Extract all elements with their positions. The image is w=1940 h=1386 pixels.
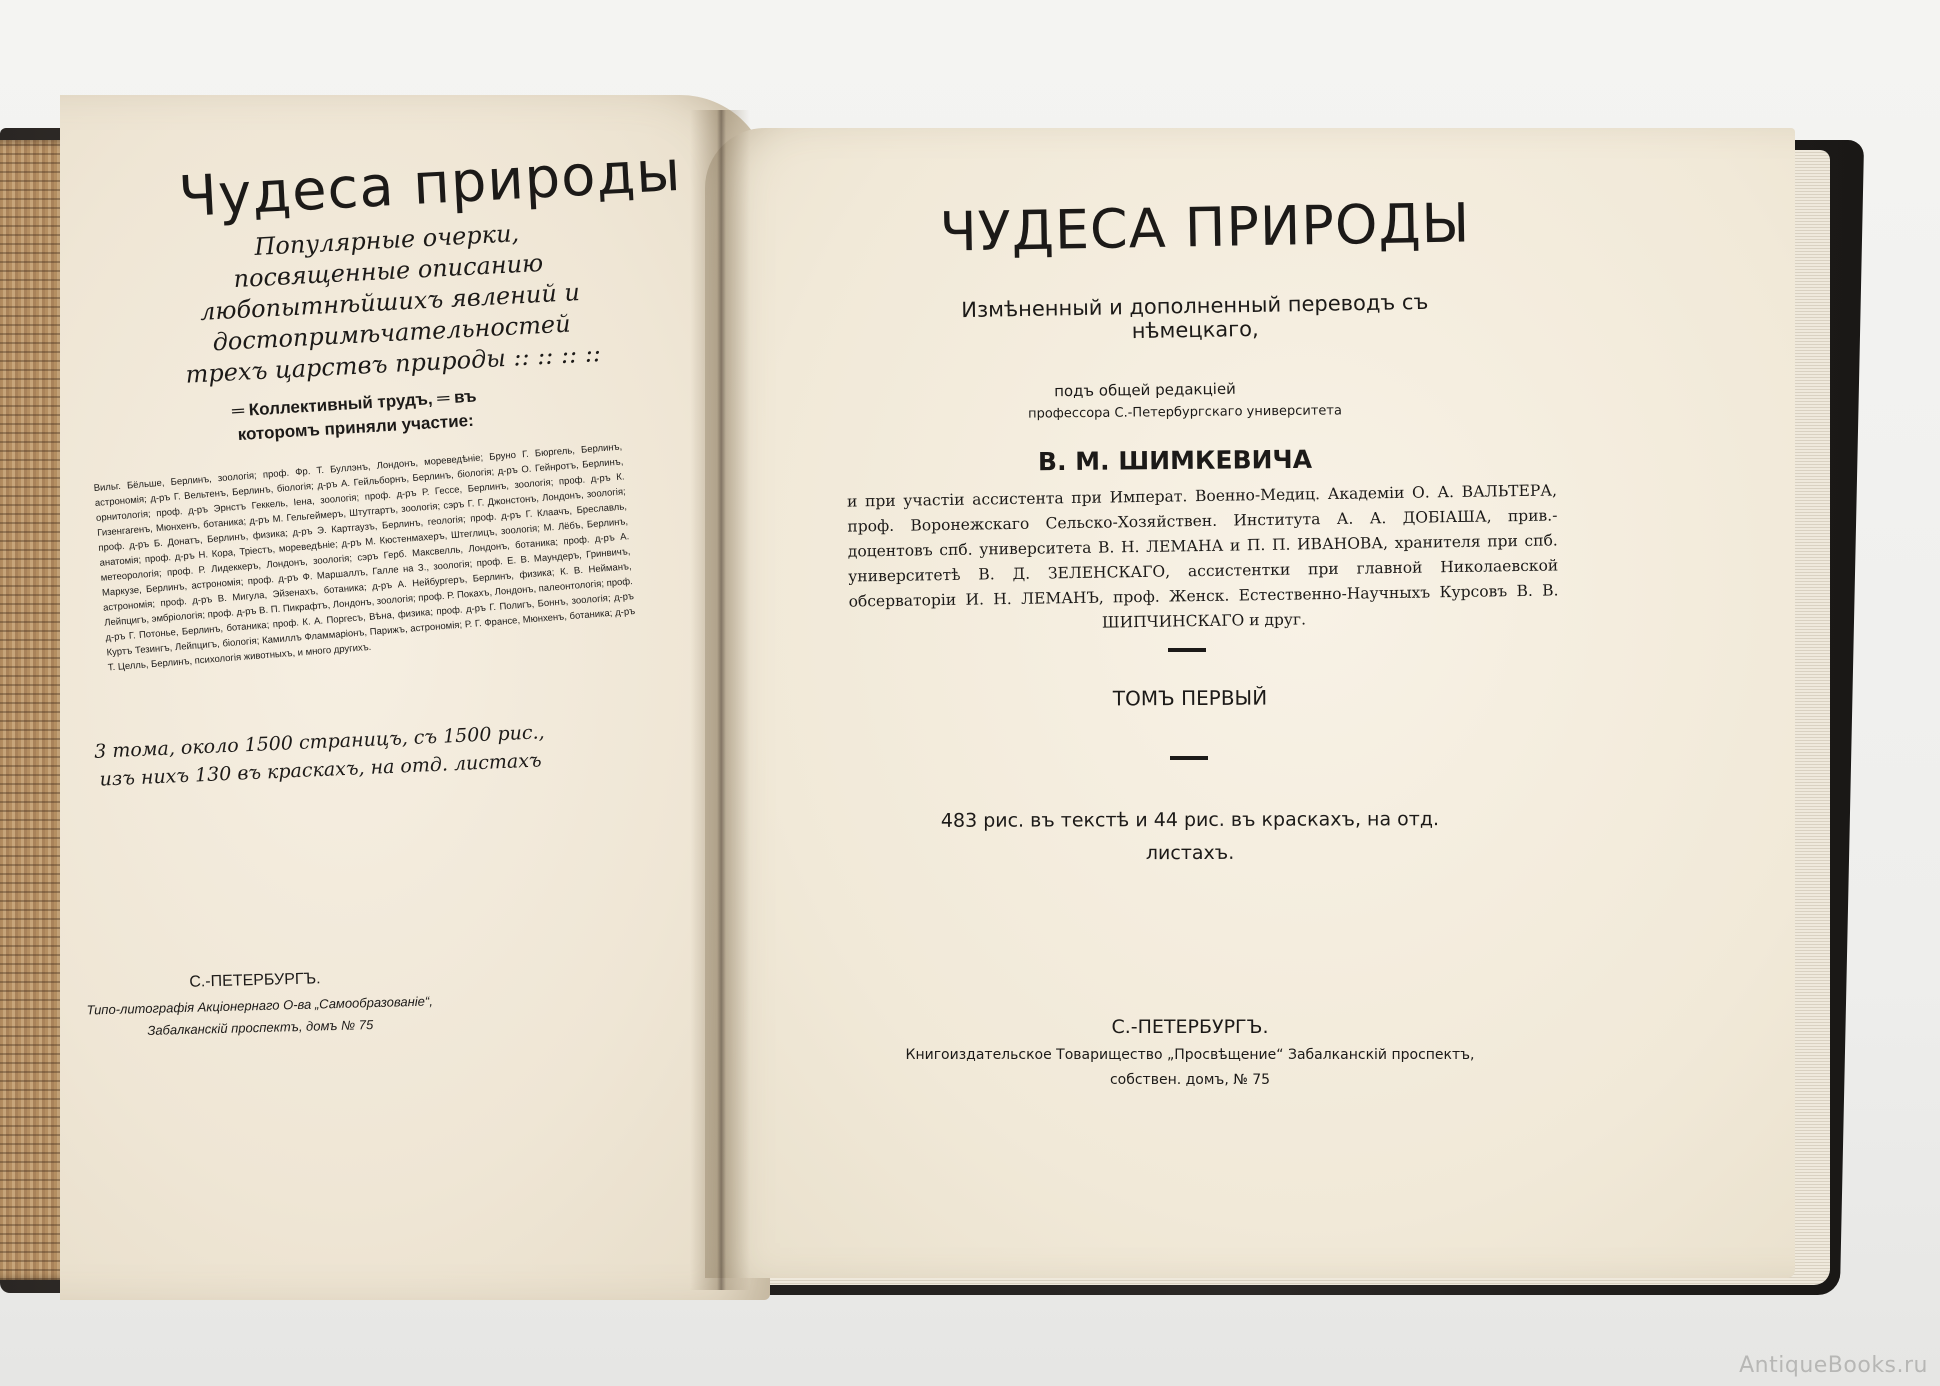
left-page-city: С.-ПЕТЕРБУРГЪ. — [189, 970, 321, 991]
publisher-imprint: Книгоиздательское Товарищество „Просвѣщение“ Забалканскiй проспектъ, собствен. домъ, № 75 — [905, 1047, 1475, 1088]
right-page-city: С.-ПЕТЕРБУРГЪ. — [1111, 1016, 1269, 1038]
professor-note: профессора С.-Петербургскаго университета — [1027, 403, 1342, 422]
participants-paragraph: и при участiи ассистента при Императ. Военно-Медиц. Академiи О. А. ВАЛЬТЕРА, проф. Воронежскаго Сельско-Хозяйствен. Института А. А. ДОБIАША, прив.-доцентовъ спб. университета В. Н. ЛЕМАНА и П. П. ИВАНОВА, хранителя при спб. университетѣ В. Д. ЗЕЛЕНСКАГО, ассистентки при главной Николаевской обсерваторiи И. Н. ЛЕМАНЪ, проф. Женск. Естественно-Научныхъ Курсовъ В. В. ШИПЧИНСКАГО и друг. — [846, 481, 1559, 632]
collective-work-heading: ═ Коллективный трудъ, ═ въ которомъ приняли участие: — [231, 386, 477, 445]
book-gutter — [690, 110, 750, 1290]
editorial-note: подъ общей редакцiей — [1053, 379, 1236, 401]
illustrations-note: 483 рис. въ текстѣ и 44 рис. въ краскахъ, на отд. листахъ. — [940, 808, 1440, 865]
volume-label: ТОМЪ ПЕРВЫЙ — [1112, 685, 1268, 711]
divider-rule — [1170, 756, 1208, 760]
volumes-note: 3 тома, около 1500 страницъ, съ 1500 рис., изъ нихъ 130 въ краскахъ, на отд. листахъ — [93, 721, 545, 791]
left-page-subtitle: Популярные очерки, посвященные описанию любопытнѣйшихъ явлений и достопримѣчательностей трехъ царствъ природы :: :: :: :: — [184, 219, 602, 389]
left-page-title: Чудеса природы — [177, 138, 683, 231]
divider-rule — [1168, 648, 1206, 652]
watermark: AntiqueBooks.ru — [1739, 1353, 1928, 1378]
translation-note: Измѣненный и дополненный переводъ съ нѣмецкаго, — [961, 289, 1429, 344]
printer-imprint: Типо-литографія Акціонернаго О-ва „Самообразованіе“, Забалканскій проспектъ, домъ № 75 — [86, 993, 434, 1038]
title-page-title: ЧУДЕСА ПРИРОДЫ — [939, 191, 1471, 264]
editor-name: В. М. ШИМКЕВИЧА — [1037, 444, 1313, 477]
contributors-list: Вильг. Бёльше, Берлинъ, зоологія; проф. Фр. Т. Буллэнъ, Лондонъ, мореведѣніе; Бруно Г. Бюргель, Берлинъ, астрономія; д-ръ Г. Вельтенъ, Берлинъ, біологія; д-ръ А. Гейльборнъ, Берлинъ, біологія; д-ръ О. Гейнротъ, Берлинъ, орнитологія; проф. д-ръ Эрнстъ Геккель, Іена, зоологія; проф. д-ръ Р. Гессе, Берлинъ, зоологія; проф. д-ръ К. Гизенгагенъ, Мюнхенъ, ботаника; д-ръ М. Гельгеймеръ, Штутгартъ, зоологія; сэръ Г. Г. Джонстонъ, Лондонъ, зоологія; проф. д-ръ Б. Донатъ, Берлинъ, физика; д-ръ Э. Картгаузъ, Берлинъ, геологія; проф. д-ръ Г. Клаачъ, Бреславль, анатомія; проф. д-ръ Н. Кора, Тріестъ, мореведѣніе; д-ръ М. Кюстенмахеръ, Штеглицъ, зоологія; М. Лёбъ, Берлинъ, метеорологія; проф. Р. Лидеккеръ, Лондонъ, зоологія; сэръ Герб. Максвелль, Лондонъ, ботаника; проф. д-ръ А. Маркузе, Берлинъ, астрономія; проф. д-ръ Ф. Маршаллъ, Галле на З., зоологія; проф. Е. В. Маундеръ, Гринвичъ, астрономія; проф. д-ръ В. Мигула, Эйзенахъ, ботаника; д-ръ А. Нейбургеръ, Берлинъ, физика; К. В. Нейманъ, Лейпцигъ, эмбріологія; проф. д-ръ В. П. Пикрафтъ, Лондонъ, зоологія; проф. Р. Покахъ, Лондонъ, палеонтологія; проф. д-ръ Г. Потонье, Берлинъ, ботаника; проф. К. А. Поргесъ, Вѣна, физика; проф. д-ръ Г. Полигъ, Боннъ, зоологія; д-ръ Куртъ Тезингъ, Лейпцигъ, біологія; Камиллъ Фламмаріонъ, Парижъ, астрономія; Р. Г. Франсе, Мюнхенъ, ботаника; д-ръ Т. Целль, Берлинъ, психологія животныхъ, и много другихъ. — [93, 441, 636, 674]
